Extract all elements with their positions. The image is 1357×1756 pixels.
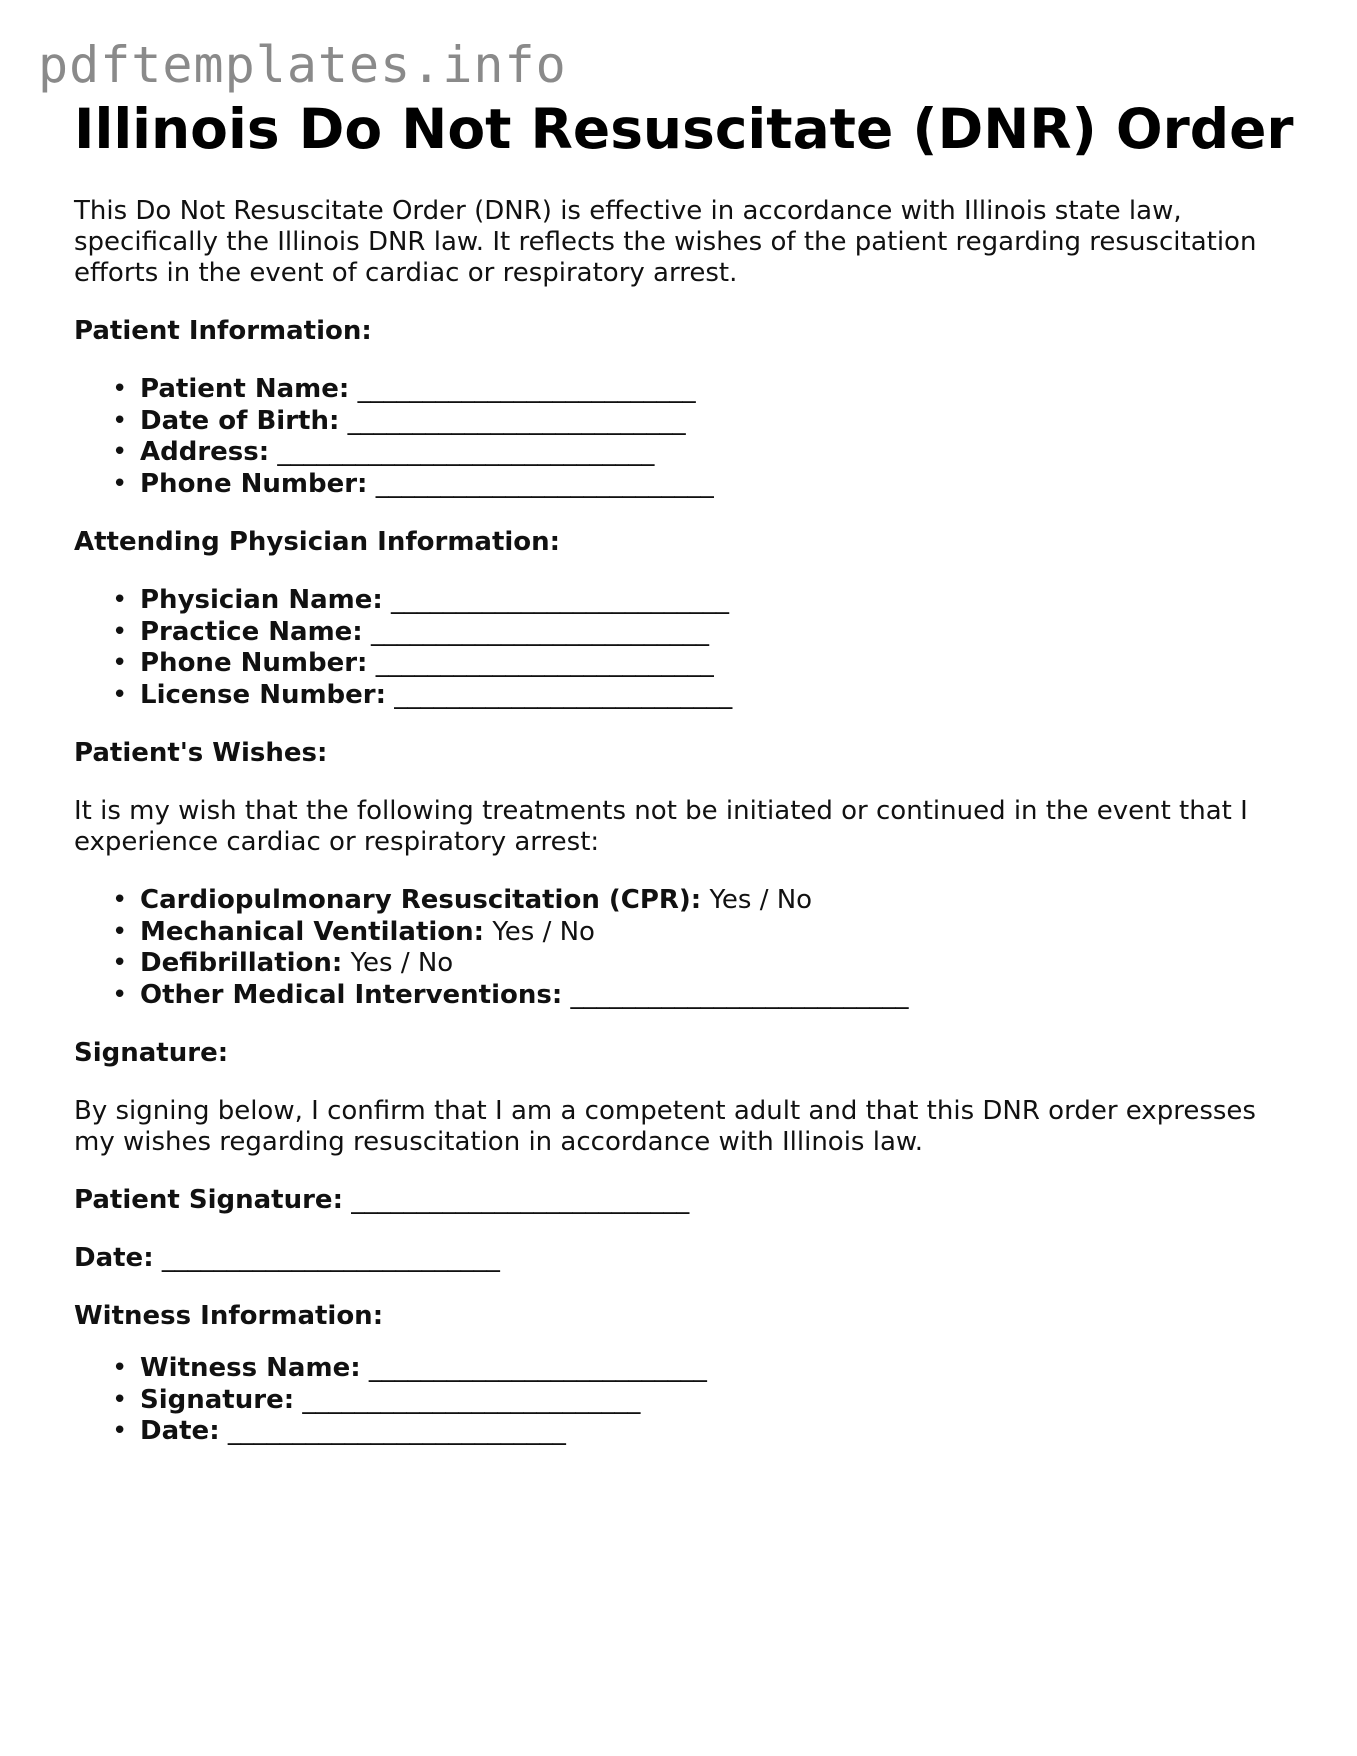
field-label: License Number: bbox=[140, 679, 387, 710]
field-blank: __________________________ bbox=[394, 679, 733, 710]
wishes-list bbox=[74, 885, 1304, 1011]
option-label: Mechanical Ventilation: bbox=[140, 916, 485, 947]
option-value: Yes / No bbox=[350, 948, 454, 978]
option-value: Yes / No bbox=[709, 885, 813, 915]
field-blank: __________________________ bbox=[351, 1185, 690, 1215]
field-label: Date: bbox=[140, 1416, 220, 1446]
signature-heading: Signature: bbox=[74, 1038, 229, 1068]
intro-paragraph: This Do Not Resuscitate Order (DNR) is effective in accordance with Illinois state law, specifically the Illinois DNR law. It reflects the wishes of the patient regarding resuscitation efforts in the event of cardiac or respiratory arrest. bbox=[74, 196, 1257, 288]
address-field bbox=[140, 437, 1304, 469]
defibrillation-option bbox=[140, 948, 1304, 980]
field-label: Phone Number: bbox=[140, 468, 368, 499]
field-blank: __________________________ bbox=[370, 616, 709, 647]
other-interventions-option bbox=[140, 980, 1304, 1012]
practice-name-field bbox=[140, 617, 1304, 649]
wishes-heading: Patient's Wishes: bbox=[74, 738, 328, 768]
field-blank: _____________________________ bbox=[277, 437, 655, 467]
field-blank: __________________________ bbox=[368, 1353, 707, 1383]
field-blank: __________________________ bbox=[227, 1416, 566, 1446]
signature-paragraph: By signing below, I confirm that I am a competent adult and that this DNR order expresses my wishes regarding resuscitation in accordance with Illinois law. bbox=[74, 1096, 1256, 1157]
patient-name-field bbox=[140, 374, 1304, 406]
witness-list bbox=[74, 1353, 1304, 1448]
field-label: Signature: bbox=[140, 1384, 295, 1415]
watermark: pdftemplates.info bbox=[38, 36, 567, 94]
field-label: Witness Name: bbox=[140, 1353, 361, 1383]
date-of-birth-field bbox=[140, 406, 1304, 438]
field-label: Address: bbox=[140, 437, 270, 467]
patient-info-heading: Patient Information: bbox=[74, 316, 372, 346]
physician-name-field bbox=[140, 585, 1304, 617]
field-blank: __________________________ bbox=[347, 405, 686, 436]
option-label: Other Medical Interventions: bbox=[140, 979, 563, 1010]
option-value: Yes / No bbox=[492, 916, 595, 947]
field-blank: __________________________ bbox=[375, 648, 714, 678]
ventilation-option bbox=[140, 917, 1304, 949]
field-blank: __________________________ bbox=[357, 374, 696, 404]
document-page bbox=[74, 96, 1304, 1448]
field-blank: __________________________ bbox=[375, 468, 714, 499]
document-title: Illinois Do Not Resuscitate (DNR) Order bbox=[74, 97, 1294, 161]
patient-signature-field bbox=[74, 1185, 1304, 1216]
field-blank: __________________________ bbox=[391, 585, 730, 615]
license-number-field bbox=[140, 680, 1304, 712]
cpr-option bbox=[140, 885, 1304, 917]
witness-name-field bbox=[140, 1353, 1304, 1385]
field-label: Date of Birth: bbox=[140, 405, 340, 436]
field-label: Phone Number: bbox=[140, 648, 368, 678]
option-value: __________________________ bbox=[570, 979, 909, 1010]
field-label: Date: bbox=[74, 1243, 154, 1273]
option-label: Cardiopulmonary Resuscitation (CPR): bbox=[140, 885, 702, 915]
wishes-paragraph: It is my wish that the following treatments not be initiated or continued in the event that I experience cardiac or respiratory arrest: bbox=[74, 796, 1248, 857]
field-label: Practice Name: bbox=[140, 616, 363, 647]
field-label: Patient Signature: bbox=[74, 1185, 343, 1215]
option-label: Defibrillation: bbox=[140, 948, 343, 978]
field-blank: __________________________ bbox=[302, 1384, 641, 1415]
field-blank: __________________________ bbox=[161, 1243, 500, 1273]
patient-phone-field bbox=[140, 469, 1304, 501]
physician-info-heading: Attending Physician Information: bbox=[74, 527, 561, 557]
witness-signature-field bbox=[140, 1385, 1304, 1417]
signature-date-field bbox=[74, 1243, 1304, 1274]
physician-phone-field bbox=[140, 648, 1304, 680]
witness-date-field bbox=[140, 1416, 1304, 1448]
patient-info-list bbox=[74, 374, 1304, 500]
physician-info-list bbox=[74, 585, 1304, 711]
field-label: Patient Name: bbox=[140, 374, 350, 404]
field-label: Physician Name: bbox=[140, 585, 383, 615]
witness-heading: Witness Information: bbox=[74, 1301, 384, 1331]
